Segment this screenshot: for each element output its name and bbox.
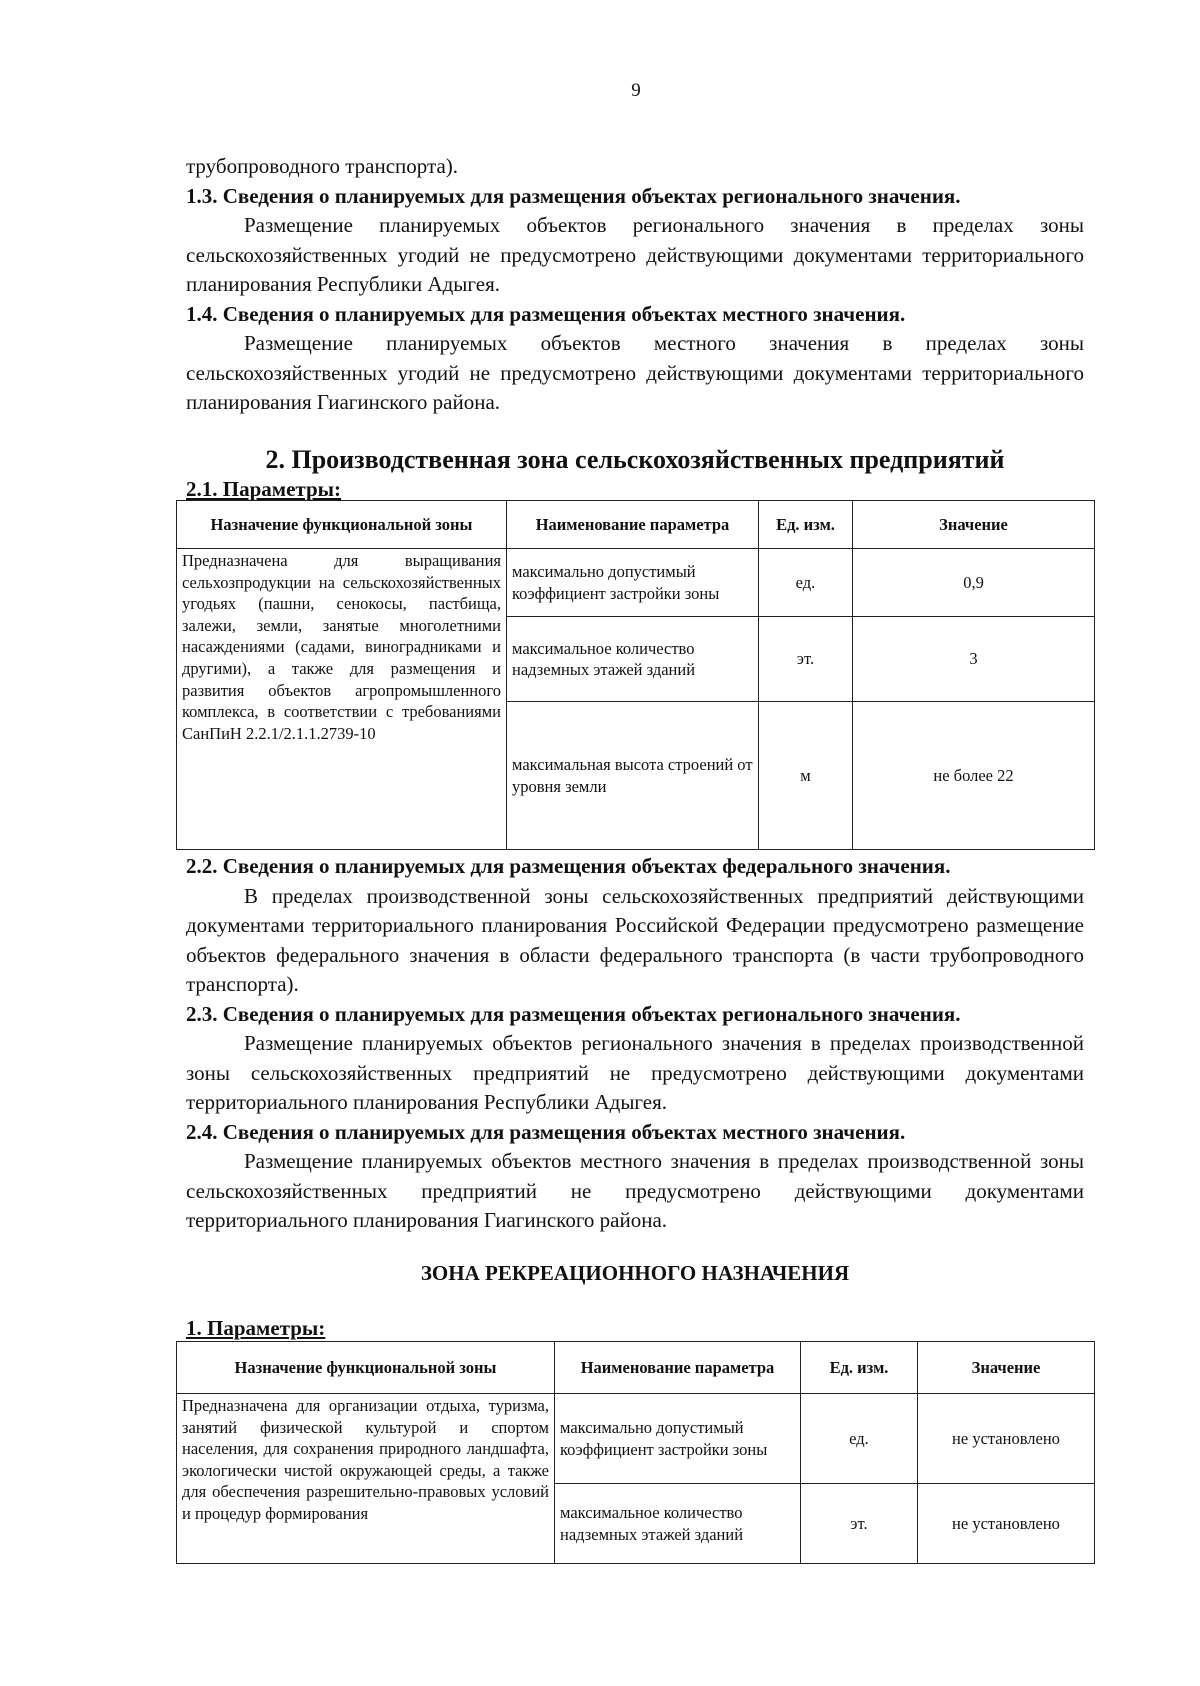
purpose-cell: Предназначена для выращивания сельхозпродукции на сельскохозяйственных угодьях (пашни, сенокосы, пастбища, залежи, земли, занятые многолетними насаждениями (садами, виноградниками и другими), а также для размещения и развития объектов агропромышленного комплекса, в соответствии с требованиями СанПиН 2.2.1/2.1.1.2739-10: [177, 549, 507, 850]
heading-2-2: 2.2. Сведения о планируемых для размещения объектах федерального значения.: [186, 854, 951, 878]
header-value: Значение: [853, 501, 1095, 549]
heading-1-3: 1.3. Сведения о планируемых для размещения объектах регионального значения.: [186, 183, 961, 208]
value-cell: не более 22: [853, 702, 1095, 850]
value-cell: 3: [853, 617, 1095, 702]
header-value: Значение: [918, 1342, 1095, 1394]
table-header-row: [177, 1342, 1095, 1394]
header-purpose: Назначение функциональной зоны: [177, 501, 507, 549]
recreation-title-wrap: [186, 1258, 1084, 1288]
production-zone-table: [176, 500, 1094, 850]
param-cell: максимальное количество надземных этажей зданий: [507, 617, 759, 702]
table-row: [177, 1394, 1095, 1484]
header-parameter: Наименование параметра: [507, 501, 759, 549]
unit-cell: эт.: [759, 617, 853, 702]
section2-title-wrap: [186, 445, 1084, 475]
unit-cell: эт.: [801, 1484, 918, 1564]
recreation-zone-table: [176, 1341, 1094, 1564]
section2-params-heading: 2.1. Параметры:: [186, 477, 342, 501]
value-cell: не установлено: [918, 1484, 1095, 1564]
value-cell: не установлено: [918, 1394, 1095, 1484]
section1-tail: [186, 152, 1084, 418]
paragraph-1-3: Размещение планируемых объектов регионального значения в пределах зоны сельскохозяйственных угодий не предусмотрено действующими документами территориального планирования Республики Адыгея.: [186, 213, 1084, 296]
paragraph-2-4: Размещение планируемых объектов местного значения в пределах производственной зоны сельскохозяйственных предприятий не предусмотрено действующими документами территориального планирования Гиагинского района.: [186, 1149, 1084, 1232]
param-cell: максимально допустимый коэффициент застройки зоны: [555, 1394, 801, 1484]
header-purpose: Назначение функциональной зоны: [177, 1342, 555, 1394]
header-unit: Ед. изм.: [801, 1342, 918, 1394]
continuation-text: трубопроводного транспорта).: [186, 154, 459, 178]
purpose-cell: Предназначена для организации отдыха, туризма, занятий физической культурой и спортом населения, для сохранения природного ландшафта, экологически чистой окружающей среды, а также для обеспечения разрешительно-правовых условий и процедур формирования: [177, 1394, 555, 1564]
section2-subsections: [186, 852, 1084, 1236]
heading-1-4: 1.4. Сведения о планируемых для размещения объектах местного значения.: [186, 301, 906, 326]
header-unit: Ед. изм.: [759, 501, 853, 549]
param-cell: максимально допустимый коэффициент застройки зоны: [507, 549, 759, 617]
section2-params-heading-wrap: [186, 477, 1084, 501]
paragraph-2-3: Размещение планируемых объектов регионального значения в пределах производственной зоны сельскохозяйственных предприятий не предусмотрено действующими документами территориального планирования Республики Адыгея.: [186, 1031, 1084, 1114]
paragraph-1-4: Размещение планируемых объектов местного значения в пределах зоны сельскохозяйственных угодий не предусмотрено действующими документами территориального планирования Гиагинского района.: [186, 331, 1084, 414]
header-parameter: Наименование параметра: [555, 1342, 801, 1394]
page-number: 9: [631, 80, 641, 101]
recreation-params-heading: 1. Параметры:: [186, 1316, 326, 1340]
param-cell: максимальное количество надземных этажей зданий: [555, 1484, 801, 1564]
heading-2-4: 2.4. Сведения о планируемых для размещения объектах местного значения.: [186, 1119, 906, 1144]
recreation-title: ЗОНА РЕКРЕАЦИОННОГО НАЗНАЧЕНИЯ: [420, 1261, 850, 1285]
unit-cell: ед.: [801, 1394, 918, 1484]
table-header-row: [177, 501, 1095, 549]
unit-cell: ед.: [759, 549, 853, 617]
recreation-params-heading-wrap: [186, 1316, 1084, 1340]
table-row: [177, 549, 1095, 617]
value-cell: 0,9: [853, 549, 1095, 617]
unit-cell: м: [759, 702, 853, 850]
section2-title: 2. Производственная зона сельскохозяйственных предприятий: [265, 445, 1005, 474]
paragraph-2-2: В пределах производственной зоны сельскохозяйственных предприятий действующими документами территориального планирования Российской Федерации предусмотрено размещение объектов федерального значения в области федерального транспорта (в части трубопроводного транспорта).: [186, 883, 1084, 996]
heading-2-3: 2.3. Сведения о планируемых для размещения объектах регионального значения.: [186, 1001, 961, 1026]
param-cell: максимальная высота строений от уровня земли: [507, 702, 759, 850]
